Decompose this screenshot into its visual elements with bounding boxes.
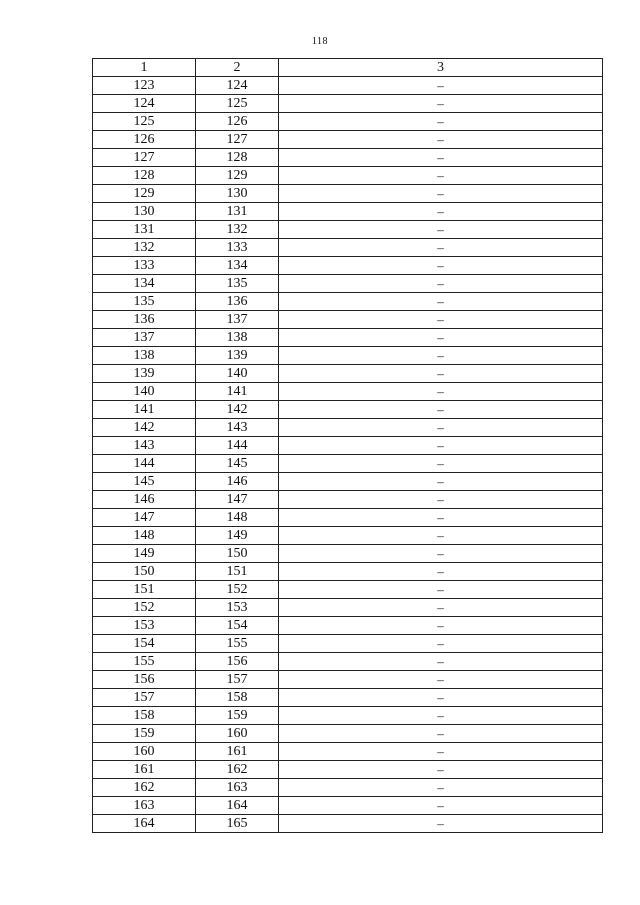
table-cell-col-1: 137 <box>93 329 196 347</box>
table-cell-col-3: – <box>279 653 603 671</box>
table-cell-col-3: – <box>279 545 603 563</box>
table-header-row <box>93 59 603 77</box>
table-cell-col-2: 148 <box>196 509 279 527</box>
table-cell-col-2: 125 <box>196 95 279 113</box>
table-cell-col-1: 159 <box>93 725 196 743</box>
table-cell-col-1: 142 <box>93 419 196 437</box>
table-cell-col-1: 132 <box>93 239 196 257</box>
table-cell-col-1: 128 <box>93 167 196 185</box>
table-cell-col-3: – <box>279 239 603 257</box>
table-cell-col-2: 136 <box>196 293 279 311</box>
column-header-2: 2 <box>196 59 279 77</box>
table-cell-col-3: – <box>279 707 603 725</box>
table-cell-col-1: 145 <box>93 473 196 491</box>
table-cell-col-1: 123 <box>93 77 196 95</box>
table-cell-col-3: – <box>279 581 603 599</box>
table-cell-col-2: 124 <box>196 77 279 95</box>
table-cell-col-1: 152 <box>93 599 196 617</box>
table-cell-col-2: 135 <box>196 275 279 293</box>
table-cell-col-2: 142 <box>196 401 279 419</box>
table-cell-col-3: – <box>279 527 603 545</box>
table-row <box>93 401 603 419</box>
table-cell-col-1: 155 <box>93 653 196 671</box>
table-cell-col-1: 151 <box>93 581 196 599</box>
table-row <box>93 293 603 311</box>
table-row <box>93 509 603 527</box>
column-header-1: 1 <box>93 59 196 77</box>
table-cell-col-3: – <box>279 113 603 131</box>
table-cell-col-1: 139 <box>93 365 196 383</box>
table-row <box>93 275 603 293</box>
table-cell-col-3: – <box>279 221 603 239</box>
table-cell-col-3: – <box>279 401 603 419</box>
table-row <box>93 221 603 239</box>
table-cell-col-1: 134 <box>93 275 196 293</box>
table-cell-col-1: 129 <box>93 185 196 203</box>
table-cell-col-3: – <box>279 437 603 455</box>
table-row <box>93 257 603 275</box>
page-number: 118 <box>311 36 329 47</box>
table-cell-col-2: 149 <box>196 527 279 545</box>
table-row <box>93 635 603 653</box>
table-cell-col-1: 163 <box>93 797 196 815</box>
table-cell-col-2: 129 <box>196 167 279 185</box>
table-cell-col-2: 147 <box>196 491 279 509</box>
table-cell-col-1: 156 <box>93 671 196 689</box>
table-cell-col-1: 147 <box>93 509 196 527</box>
table-row <box>93 329 603 347</box>
table-cell-col-3: – <box>279 491 603 509</box>
table-cell-col-3: – <box>279 311 603 329</box>
table-row <box>93 239 603 257</box>
table-cell-col-2: 156 <box>196 653 279 671</box>
table-cell-col-3: – <box>279 131 603 149</box>
table-row <box>93 761 603 779</box>
table-cell-col-2: 137 <box>196 311 279 329</box>
table-cell-col-1: 124 <box>93 95 196 113</box>
table-row <box>93 167 603 185</box>
table-cell-col-3: – <box>279 257 603 275</box>
table-cell-col-3: – <box>279 203 603 221</box>
table-cell-col-3: – <box>279 185 603 203</box>
table-row <box>93 473 603 491</box>
table-cell-col-3: – <box>279 149 603 167</box>
table-cell-col-1: 126 <box>93 131 196 149</box>
table-cell-col-3: – <box>279 563 603 581</box>
table-row <box>93 671 603 689</box>
table-row <box>93 707 603 725</box>
table-cell-col-1: 141 <box>93 401 196 419</box>
table-cell-col-1: 138 <box>93 347 196 365</box>
table-cell-col-1: 150 <box>93 563 196 581</box>
table-cell-col-1: 149 <box>93 545 196 563</box>
table-row <box>93 311 603 329</box>
table-cell-col-1: 133 <box>93 257 196 275</box>
table-cell-col-3: – <box>279 797 603 815</box>
table-row <box>93 131 603 149</box>
table-row <box>93 455 603 473</box>
table-cell-col-3: – <box>279 779 603 797</box>
table-row <box>93 545 603 563</box>
table-row <box>93 203 603 221</box>
table-cell-col-2: 151 <box>196 563 279 581</box>
table-cell-col-1: 143 <box>93 437 196 455</box>
table-row <box>93 563 603 581</box>
table-cell-col-2: 154 <box>196 617 279 635</box>
table-cell-col-2: 162 <box>196 761 279 779</box>
table-cell-col-3: – <box>279 725 603 743</box>
column-header-3: 3 <box>279 59 603 77</box>
table-cell-col-1: 125 <box>93 113 196 131</box>
table-cell-col-2: 139 <box>196 347 279 365</box>
table-cell-col-1: 130 <box>93 203 196 221</box>
table-cell-col-2: 152 <box>196 581 279 599</box>
table-cell-col-2: 143 <box>196 419 279 437</box>
table-cell-col-3: – <box>279 293 603 311</box>
table-cell-col-2: 127 <box>196 131 279 149</box>
table-cell-col-3: – <box>279 275 603 293</box>
table-cell-col-3: – <box>279 455 603 473</box>
table-cell-col-2: 164 <box>196 797 279 815</box>
table-cell-col-2: 157 <box>196 671 279 689</box>
table-cell-col-3: – <box>279 77 603 95</box>
table-cell-col-2: 130 <box>196 185 279 203</box>
table-row <box>93 419 603 437</box>
table-cell-col-1: 161 <box>93 761 196 779</box>
table-cell-col-2: 134 <box>196 257 279 275</box>
table-row <box>93 797 603 815</box>
table-cell-col-3: – <box>279 329 603 347</box>
table-cell-col-1: 144 <box>93 455 196 473</box>
table-cell-col-1: 148 <box>93 527 196 545</box>
table-cell-col-3: – <box>279 167 603 185</box>
table-body <box>93 77 603 833</box>
table-cell-col-3: – <box>279 365 603 383</box>
table-cell-col-3: – <box>279 617 603 635</box>
table-row <box>93 725 603 743</box>
table-cell-col-3: – <box>279 95 603 113</box>
table-row <box>93 599 603 617</box>
table-cell-col-2: 146 <box>196 473 279 491</box>
table-cell-col-3: – <box>279 419 603 437</box>
data-table <box>92 58 603 833</box>
table-cell-col-2: 159 <box>196 707 279 725</box>
table-cell-col-2: 160 <box>196 725 279 743</box>
table-cell-col-3: – <box>279 689 603 707</box>
table-cell-col-1: 140 <box>93 383 196 401</box>
table-row <box>93 779 603 797</box>
table-cell-col-2: 144 <box>196 437 279 455</box>
table-row <box>93 437 603 455</box>
table-cell-col-2: 165 <box>196 815 279 833</box>
table-cell-col-1: 153 <box>93 617 196 635</box>
table-row <box>93 95 603 113</box>
table-cell-col-3: – <box>279 599 603 617</box>
table-cell-col-2: 141 <box>196 383 279 401</box>
table-row <box>93 689 603 707</box>
table-cell-col-2: 140 <box>196 365 279 383</box>
table-row <box>93 581 603 599</box>
table-row <box>93 527 603 545</box>
table-cell-col-2: 128 <box>196 149 279 167</box>
table-cell-col-1: 164 <box>93 815 196 833</box>
table-row <box>93 653 603 671</box>
table-row <box>93 743 603 761</box>
table-cell-col-1: 131 <box>93 221 196 239</box>
table-cell-col-2: 132 <box>196 221 279 239</box>
table-cell-col-3: – <box>279 815 603 833</box>
table-cell-col-2: 158 <box>196 689 279 707</box>
table-cell-col-3: – <box>279 383 603 401</box>
table-cell-col-3: – <box>279 671 603 689</box>
table-cell-col-1: 127 <box>93 149 196 167</box>
table-cell-col-2: 145 <box>196 455 279 473</box>
table-cell-col-1: 136 <box>93 311 196 329</box>
table-cell-col-2: 138 <box>196 329 279 347</box>
table-cell-col-1: 162 <box>93 779 196 797</box>
table-cell-col-1: 160 <box>93 743 196 761</box>
table-cell-col-2: 126 <box>196 113 279 131</box>
table-cell-col-3: – <box>279 473 603 491</box>
table-cell-col-2: 161 <box>196 743 279 761</box>
table-cell-col-1: 154 <box>93 635 196 653</box>
table-cell-col-2: 153 <box>196 599 279 617</box>
table-cell-col-2: 131 <box>196 203 279 221</box>
table-row <box>93 149 603 167</box>
table-row <box>93 491 603 509</box>
table-cell-col-1: 158 <box>93 707 196 725</box>
table-cell-col-1: 157 <box>93 689 196 707</box>
table-cell-col-3: – <box>279 743 603 761</box>
table-cell-col-3: – <box>279 761 603 779</box>
table-row <box>93 383 603 401</box>
table-row <box>93 113 603 131</box>
table-cell-col-2: 150 <box>196 545 279 563</box>
table-row <box>93 617 603 635</box>
table-row <box>93 815 603 833</box>
table-cell-col-2: 133 <box>196 239 279 257</box>
table-row <box>93 347 603 365</box>
table-cell-col-3: – <box>279 347 603 365</box>
table-cell-col-2: 155 <box>196 635 279 653</box>
table-cell-col-3: – <box>279 509 603 527</box>
table-cell-col-3: – <box>279 635 603 653</box>
table-cell-col-2: 163 <box>196 779 279 797</box>
table-cell-col-1: 146 <box>93 491 196 509</box>
table-cell-col-1: 135 <box>93 293 196 311</box>
table-row <box>93 185 603 203</box>
table-row <box>93 77 603 95</box>
table-row <box>93 365 603 383</box>
